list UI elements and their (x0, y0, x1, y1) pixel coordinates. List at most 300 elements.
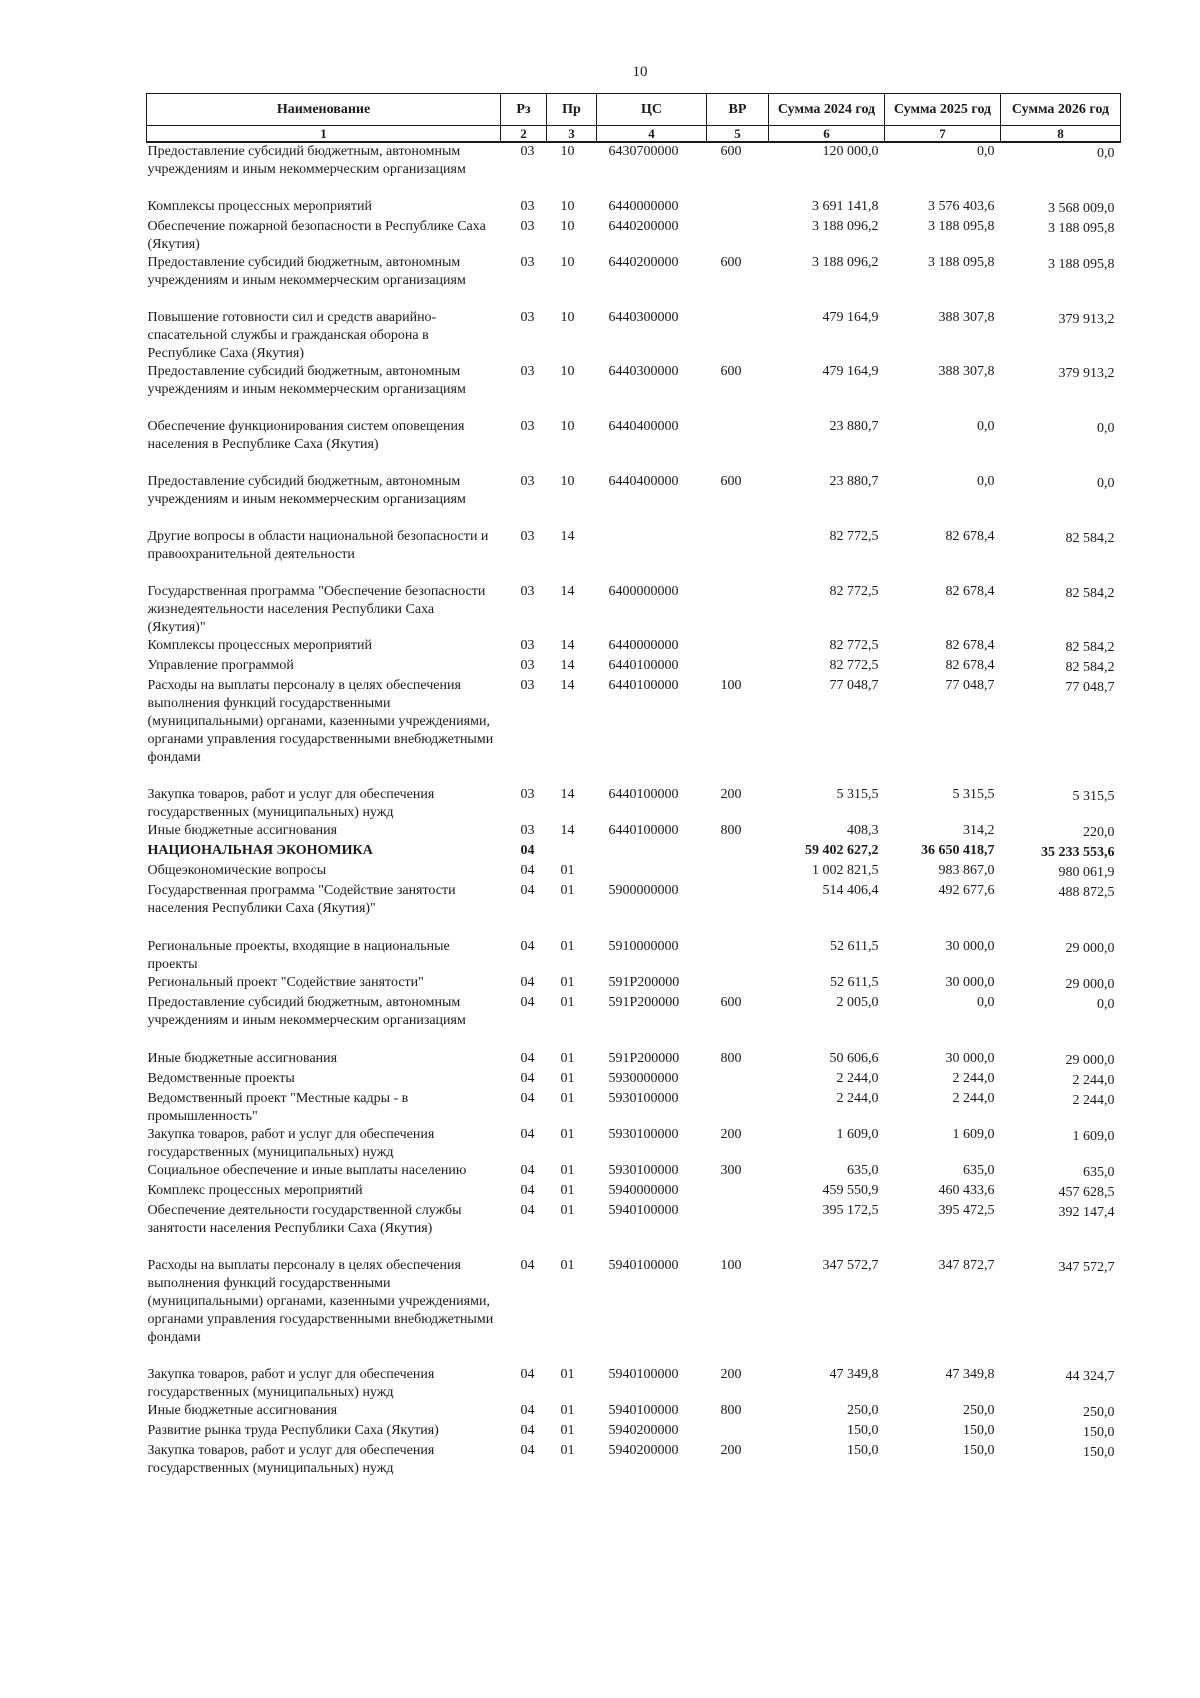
row-sum-2026: 250,0 (1083, 1405, 1115, 1420)
row-cs: 6430700000 (608, 144, 679, 159)
row-sum-2024: 82 772,5 (829, 638, 879, 653)
row-name: НАЦИОНАЛЬНАЯ ЭКОНОМИКА (147, 843, 373, 858)
row-sum-2026: 488 872,5 (1058, 885, 1115, 900)
row-rz: 04 (520, 1051, 535, 1066)
row-vr: 100 (720, 1258, 742, 1273)
row-pr: 01 (560, 995, 575, 1010)
row-vr (707, 1070, 769, 1090)
table-row (147, 418, 1121, 473)
table-row (147, 1126, 1121, 1162)
table-row (147, 786, 1121, 822)
row-sum-2024: 2 244,0 (836, 1071, 879, 1086)
row-vr: 200 (720, 1443, 742, 1458)
row-rz: 03 (520, 255, 535, 270)
row-rz: 04 (520, 1091, 535, 1106)
row-vr (707, 309, 769, 363)
row-sum-2024: 347 572,7 (822, 1258, 879, 1273)
table-row (147, 862, 1121, 882)
row-sum-2026: 82 584,2 (1065, 640, 1115, 655)
row-name: Расходы на выплаты персоналу в целях обеспечения выполнения функций государственными (муниципальными) органами, казенными учреждениями, органами управления государственными внебюджетными фондами (147, 1258, 494, 1345)
row-pr: 01 (560, 1071, 575, 1086)
row-rz: 04 (520, 995, 535, 1010)
row-sum-2024: 82 772,5 (829, 529, 879, 544)
row-pr: 01 (560, 863, 575, 878)
row-sum-2024: 1 002 821,5 (812, 863, 879, 878)
row-pr: 10 (560, 310, 575, 325)
row-pr: 10 (560, 255, 575, 270)
row-sum-2026: 29 000,0 (1065, 977, 1115, 992)
row-vr: 600 (720, 474, 742, 489)
row-vr: 600 (720, 995, 742, 1010)
row-pr: 01 (560, 1423, 575, 1438)
row-name: Государственная программа "Обеспечение безопасности жизнедеятельности населения Республики Саха (Якутия)" (147, 584, 486, 635)
row-sum-2026: 82 584,2 (1065, 531, 1115, 546)
row-rz: 04 (520, 1443, 535, 1458)
row-sum-2024: 514 406,4 (822, 883, 879, 898)
column-number: 4 (597, 126, 707, 143)
row-rz: 03 (520, 419, 535, 434)
row-sum-2026: 2 244,0 (1072, 1073, 1115, 1088)
row-sum-2026: 150,0 (1083, 1425, 1115, 1440)
column-number: 8 (1001, 126, 1121, 143)
row-name: Общеэкономические вопросы (147, 863, 327, 878)
row-vr: 600 (720, 144, 742, 159)
row-pr: 10 (560, 199, 575, 214)
row-vr: 800 (720, 1051, 742, 1066)
row-sum-2026: 150,0 (1083, 1445, 1115, 1460)
row-sum-2024: 77 048,7 (829, 678, 879, 693)
row-sum-2024: 150,0 (847, 1443, 879, 1458)
row-vr (707, 218, 769, 254)
table-row (147, 1182, 1121, 1202)
table-row (147, 1090, 1121, 1126)
row-name: Иные бюджетные ассигнования (147, 1403, 338, 1418)
row-sum-2026: 457 628,5 (1058, 1185, 1115, 1200)
row-sum-2024: 250,0 (847, 1403, 879, 1418)
row-sum-2025: 1 609,0 (952, 1127, 995, 1142)
row-sum-2024: 150,0 (847, 1423, 879, 1438)
row-cs: 591P200000 (608, 975, 680, 990)
table-row (147, 583, 1121, 637)
row-name: Социальное обеспечение и иные выплаты населению (147, 1163, 467, 1178)
row-sum-2025: 0,0 (977, 995, 995, 1010)
row-name: Комплексы процессных мероприятий (147, 638, 372, 653)
row-sum-2024: 3 188 096,2 (812, 219, 879, 234)
row-cs: 5910000000 (608, 939, 679, 954)
row-vr (707, 862, 769, 882)
row-cs: 6440100000 (608, 678, 679, 693)
row-name: Комплексы процессных мероприятий (147, 199, 372, 214)
row-sum-2026: 392 147,4 (1058, 1205, 1115, 1220)
table-row (147, 938, 1121, 974)
row-sum-2024: 52 611,5 (830, 939, 879, 954)
row-rz: 04 (520, 975, 535, 990)
row-name: Государственная программа "Содействие занятости населения Республики Саха (Якутия)" (147, 883, 456, 916)
row-sum-2025: 30 000,0 (945, 1051, 995, 1066)
row-sum-2024: 395 172,5 (822, 1203, 879, 1218)
row-rz: 04 (520, 1423, 535, 1438)
row-sum-2025: 460 433,6 (938, 1183, 995, 1198)
table-row (147, 1366, 1121, 1402)
row-rz: 04 (520, 1127, 535, 1142)
row-name: Комплекс процессных мероприятий (147, 1183, 363, 1198)
table-row (147, 637, 1121, 657)
row-sum-2026: 77 048,7 (1065, 680, 1115, 695)
row-sum-2024: 23 880,7 (829, 474, 879, 489)
row-rz: 03 (520, 787, 535, 802)
row-cs: 5940200000 (608, 1423, 679, 1438)
row-pr: 10 (560, 364, 575, 379)
row-pr: 01 (560, 1443, 575, 1458)
table-row (147, 528, 1121, 583)
column-number-row (147, 126, 1121, 143)
row-name: Иные бюджетные ассигнования (147, 1051, 338, 1066)
row-name: Расходы на выплаты персоналу в целях обеспечения выполнения функций государственными (муниципальными) органами, казенными учреждениями, органами управления государственными внебюджетными фондами (147, 678, 494, 765)
row-cs: 6440000000 (608, 638, 679, 653)
row-sum-2025: 150,0 (963, 1443, 995, 1458)
row-cs: 5930100000 (608, 1127, 679, 1142)
row-sum-2024: 479 164,9 (822, 310, 879, 325)
table-row (147, 882, 1121, 938)
row-rz: 03 (520, 199, 535, 214)
row-rz: 03 (520, 474, 535, 489)
row-sum-2025: 388 307,8 (938, 364, 995, 379)
row-sum-2026: 0,0 (1097, 421, 1115, 436)
row-sum-2025: 2 244,0 (952, 1091, 995, 1106)
row-name: Обеспечение деятельности государственной службы занятости населения Республики Саха (Якутия) (147, 1203, 462, 1236)
row-pr: 10 (560, 144, 575, 159)
row-vr: 800 (720, 823, 742, 838)
row-rz: 04 (520, 863, 535, 878)
row-vr (707, 1182, 769, 1202)
row-sum-2026: 29 000,0 (1065, 1053, 1115, 1068)
row-name: Предоставление субсидий бюджетным, автономным учреждениям и иным некоммерческим организациям (147, 474, 466, 507)
row-pr: 10 (560, 419, 575, 434)
row-vr: 600 (720, 364, 742, 379)
row-sum-2024: 2 005,0 (836, 995, 879, 1010)
row-sum-2025: 0,0 (977, 419, 995, 434)
row-name: Обеспечение пожарной безопасности в Республике Саха (Якутия) (147, 219, 486, 252)
row-name: Обеспечение функционирования систем оповещения населения в Республике Саха (Якутия) (147, 419, 465, 452)
row-sum-2024: 59 402 627,2 (805, 843, 879, 858)
row-sum-2025: 82 678,4 (945, 658, 995, 673)
row-rz: 03 (520, 678, 535, 693)
row-sum-2026: 980 061,9 (1058, 865, 1115, 880)
row-sum-2024: 1 609,0 (836, 1127, 879, 1142)
table-row (147, 822, 1121, 842)
column-number: 5 (707, 126, 769, 143)
header-name: Наименование (147, 94, 501, 126)
row-cs: 591P200000 (608, 995, 680, 1010)
row-rz: 03 (520, 638, 535, 653)
header-row (147, 94, 1121, 126)
row-rz: 04 (520, 883, 535, 898)
row-vr (707, 1202, 769, 1257)
row-rz: 03 (520, 310, 535, 325)
row-sum-2026: 635,0 (1083, 1165, 1115, 1180)
row-vr (707, 198, 769, 218)
row-rz: 03 (520, 219, 535, 234)
row-vr: 200 (720, 1367, 742, 1382)
row-sum-2025: 3 188 095,8 (928, 219, 995, 234)
header-sum-2025: Сумма 2025 год (885, 94, 1001, 126)
row-sum-2025: 30 000,0 (945, 975, 995, 990)
table-row (147, 974, 1121, 994)
row-pr: 01 (560, 1051, 575, 1066)
header-pr: Пр (547, 94, 597, 126)
table-row (147, 1402, 1121, 1422)
table-row (147, 1202, 1121, 1257)
row-vr (707, 974, 769, 994)
row-rz: 03 (520, 823, 535, 838)
row-sum-2024: 459 550,9 (822, 1183, 879, 1198)
table-row (147, 254, 1121, 309)
row-sum-2026: 347 572,7 (1058, 1260, 1115, 1275)
row-sum-2025: 82 678,4 (945, 529, 995, 544)
row-vr (707, 418, 769, 473)
row-sum-2024: 82 772,5 (829, 658, 879, 673)
row-vr (707, 657, 769, 677)
row-cs (597, 842, 707, 862)
row-name: Предоставление субсидий бюджетным, автономным учреждениям и иным некоммерческим организациям (147, 144, 466, 177)
table-row (147, 142, 1121, 198)
row-sum-2026: 379 913,2 (1058, 366, 1115, 381)
row-name: Закупка товаров, работ и услуг для обеспечения государственных (муниципальных) нужд (147, 1443, 435, 1476)
row-sum-2025: 0,0 (977, 474, 995, 489)
row-rz: 04 (520, 843, 535, 858)
table-row (147, 1070, 1121, 1090)
row-sum-2025: 36 650 418,7 (921, 843, 995, 858)
row-sum-2025: 5 315,5 (952, 787, 995, 802)
row-cs: 5940100000 (608, 1203, 679, 1218)
row-vr (707, 1090, 769, 1126)
row-name: Развитие рынка труда Республики Саха (Якутия) (147, 1423, 439, 1438)
row-sum-2025: 347 872,7 (938, 1258, 995, 1273)
row-sum-2024: 23 880,7 (829, 419, 879, 434)
column-number: 6 (769, 126, 885, 143)
row-sum-2026: 2 244,0 (1072, 1093, 1115, 1108)
row-sum-2025: 150,0 (963, 1423, 995, 1438)
column-number: 2 (501, 126, 547, 143)
row-sum-2025: 388 307,8 (938, 310, 995, 325)
row-name: Закупка товаров, работ и услуг для обеспечения государственных (муниципальных) нужд (147, 1127, 435, 1160)
row-vr (707, 882, 769, 938)
column-number: 1 (147, 126, 501, 143)
row-name: Ведомственные проекты (147, 1071, 295, 1086)
row-vr (707, 842, 769, 862)
row-sum-2026: 220,0 (1083, 825, 1115, 840)
row-rz: 04 (520, 1071, 535, 1086)
row-vr: 600 (720, 255, 742, 270)
row-rz: 04 (520, 1258, 535, 1273)
row-vr: 200 (720, 1127, 742, 1142)
row-rz: 03 (520, 658, 535, 673)
row-cs: 6440400000 (608, 474, 679, 489)
row-name: Ведомственный проект "Местные кадры - в промышленность" (147, 1091, 409, 1124)
row-cs: 6440200000 (608, 219, 679, 234)
table-row (147, 1442, 1121, 1478)
row-sum-2025: 250,0 (963, 1403, 995, 1418)
row-cs: 6440300000 (608, 310, 679, 325)
row-name: Региональные проекты, входящие в национальные проекты (147, 939, 450, 972)
row-sum-2026: 379 913,2 (1058, 312, 1115, 327)
row-sum-2024: 120 000,0 (822, 144, 879, 159)
header-cs: ЦС (597, 94, 707, 126)
row-cs: 5930100000 (608, 1163, 679, 1178)
row-sum-2024: 3 188 096,2 (812, 255, 879, 270)
table-row (147, 363, 1121, 418)
row-cs: 5940000000 (608, 1183, 679, 1198)
row-sum-2026: 35 233 553,6 (1041, 845, 1115, 860)
row-sum-2025: 0,0 (977, 144, 995, 159)
row-pr (547, 842, 597, 862)
row-sum-2026: 82 584,2 (1065, 660, 1115, 675)
row-sum-2026: 1 609,0 (1072, 1129, 1115, 1144)
table-row (147, 1257, 1121, 1366)
row-sum-2026: 82 584,2 (1065, 586, 1115, 601)
table-row (147, 309, 1121, 363)
row-cs: 6440100000 (608, 823, 679, 838)
row-sum-2025: 3 188 095,8 (928, 255, 995, 270)
table-row (147, 473, 1121, 528)
row-cs: 591P200000 (608, 1051, 680, 1066)
table-body (147, 142, 1121, 1478)
row-pr: 01 (560, 1203, 575, 1218)
row-vr (707, 637, 769, 657)
row-sum-2025: 82 678,4 (945, 638, 995, 653)
row-cs: 6440100000 (608, 658, 679, 673)
row-pr: 01 (560, 1127, 575, 1142)
row-sum-2024: 408,3 (847, 823, 879, 838)
row-sum-2025: 3 576 403,6 (928, 199, 995, 214)
row-name: Предоставление субсидий бюджетным, автономным учреждениям и иным некоммерческим организациям (147, 364, 466, 397)
row-name: Региональный проект "Содействие занятости" (147, 975, 424, 990)
row-pr: 10 (560, 474, 575, 489)
row-cs: 5930000000 (608, 1071, 679, 1086)
row-rz: 04 (520, 1183, 535, 1198)
row-pr: 01 (560, 975, 575, 990)
row-cs: 6400000000 (608, 584, 679, 599)
row-sum-2025: 314,2 (963, 823, 995, 838)
row-vr: 100 (720, 678, 742, 693)
row-cs: 6440100000 (608, 787, 679, 802)
budget-table (146, 93, 1121, 1478)
row-sum-2024: 2 244,0 (836, 1091, 879, 1106)
row-pr: 01 (560, 1183, 575, 1198)
row-name: Иные бюджетные ассигнования (147, 823, 338, 838)
row-rz: 04 (520, 1163, 535, 1178)
row-vr (707, 583, 769, 637)
row-pr: 01 (560, 1403, 575, 1418)
row-pr: 14 (560, 678, 575, 693)
row-pr: 10 (560, 219, 575, 234)
row-sum-2026: 44 324,7 (1065, 1369, 1115, 1384)
row-rz: 04 (520, 1403, 535, 1418)
row-vr: 300 (720, 1163, 742, 1178)
row-pr: 14 (560, 529, 575, 544)
row-sum-2026: 3 188 095,8 (1048, 257, 1115, 272)
column-number: 3 (547, 126, 597, 143)
row-cs: 5930100000 (608, 1091, 679, 1106)
row-pr: 01 (560, 883, 575, 898)
row-pr: 14 (560, 658, 575, 673)
row-sum-2026: 0,0 (1097, 476, 1115, 491)
row-rz: 03 (520, 364, 535, 379)
row-cs: 5900000000 (608, 883, 679, 898)
row-cs (597, 528, 707, 583)
row-vr (707, 1422, 769, 1442)
row-pr: 14 (560, 584, 575, 599)
row-rz: 04 (520, 1367, 535, 1382)
row-vr: 200 (720, 787, 742, 802)
row-sum-2026: 3 188 095,8 (1048, 221, 1115, 236)
row-sum-2026: 29 000,0 (1065, 941, 1115, 956)
table-row (147, 677, 1121, 786)
row-sum-2025: 635,0 (963, 1163, 995, 1178)
row-sum-2024: 479 164,9 (822, 364, 879, 379)
row-pr: 14 (560, 823, 575, 838)
row-pr: 14 (560, 787, 575, 802)
page-number: 10 (632, 64, 648, 80)
table-row (147, 994, 1121, 1050)
row-sum-2025: 82 678,4 (945, 584, 995, 599)
row-sum-2024: 82 772,5 (829, 584, 879, 599)
table-row (147, 1050, 1121, 1070)
header-sum-2024: Сумма 2024 год (769, 94, 885, 126)
row-sum-2025: 395 472,5 (938, 1203, 995, 1218)
row-cs (597, 862, 707, 882)
row-cs: 5940200000 (608, 1443, 679, 1458)
row-vr: 800 (720, 1403, 742, 1418)
row-cs: 6440400000 (608, 419, 679, 434)
row-cs: 6440000000 (608, 199, 679, 214)
row-name: Другие вопросы в области национальной безопасности и правоохранительной деятельности (147, 529, 489, 562)
row-sum-2026: 0,0 (1097, 997, 1115, 1012)
row-sum-2024: 635,0 (847, 1163, 879, 1178)
table-row (147, 1422, 1121, 1442)
column-number: 7 (885, 126, 1001, 143)
header-vr: ВР (707, 94, 769, 126)
row-rz: 03 (520, 584, 535, 599)
row-rz: 03 (520, 529, 535, 544)
table-row (147, 842, 1121, 862)
table-row (147, 198, 1121, 218)
row-sum-2026: 5 315,5 (1072, 789, 1115, 804)
row-sum-2024: 52 611,5 (830, 975, 879, 990)
row-rz: 04 (520, 939, 535, 954)
row-pr: 01 (560, 1163, 575, 1178)
row-name: Закупка товаров, работ и услуг для обеспечения государственных (муниципальных) нужд (147, 1367, 435, 1400)
row-cs: 6440300000 (608, 364, 679, 379)
row-sum-2025: 983 867,0 (938, 863, 995, 878)
row-pr: 01 (560, 1091, 575, 1106)
row-pr: 01 (560, 1258, 575, 1273)
row-cs: 5940100000 (608, 1367, 679, 1382)
row-cs: 5940100000 (608, 1403, 679, 1418)
row-sum-2024: 47 349,8 (829, 1367, 879, 1382)
row-sum-2026: 3 568 009,0 (1048, 201, 1115, 216)
header-sum-2026: Сумма 2026 год (1001, 94, 1121, 126)
row-name: Предоставление субсидий бюджетным, автономным учреждениям и иным некоммерческим организациям (147, 255, 466, 288)
row-cs: 5940100000 (608, 1258, 679, 1273)
table-row (147, 218, 1121, 254)
row-pr: 01 (560, 939, 575, 954)
row-sum-2025: 2 244,0 (952, 1071, 995, 1086)
table-row (147, 1162, 1121, 1182)
row-sum-2025: 492 677,6 (938, 883, 995, 898)
row-sum-2025: 47 349,8 (945, 1367, 995, 1382)
row-pr: 01 (560, 1367, 575, 1382)
